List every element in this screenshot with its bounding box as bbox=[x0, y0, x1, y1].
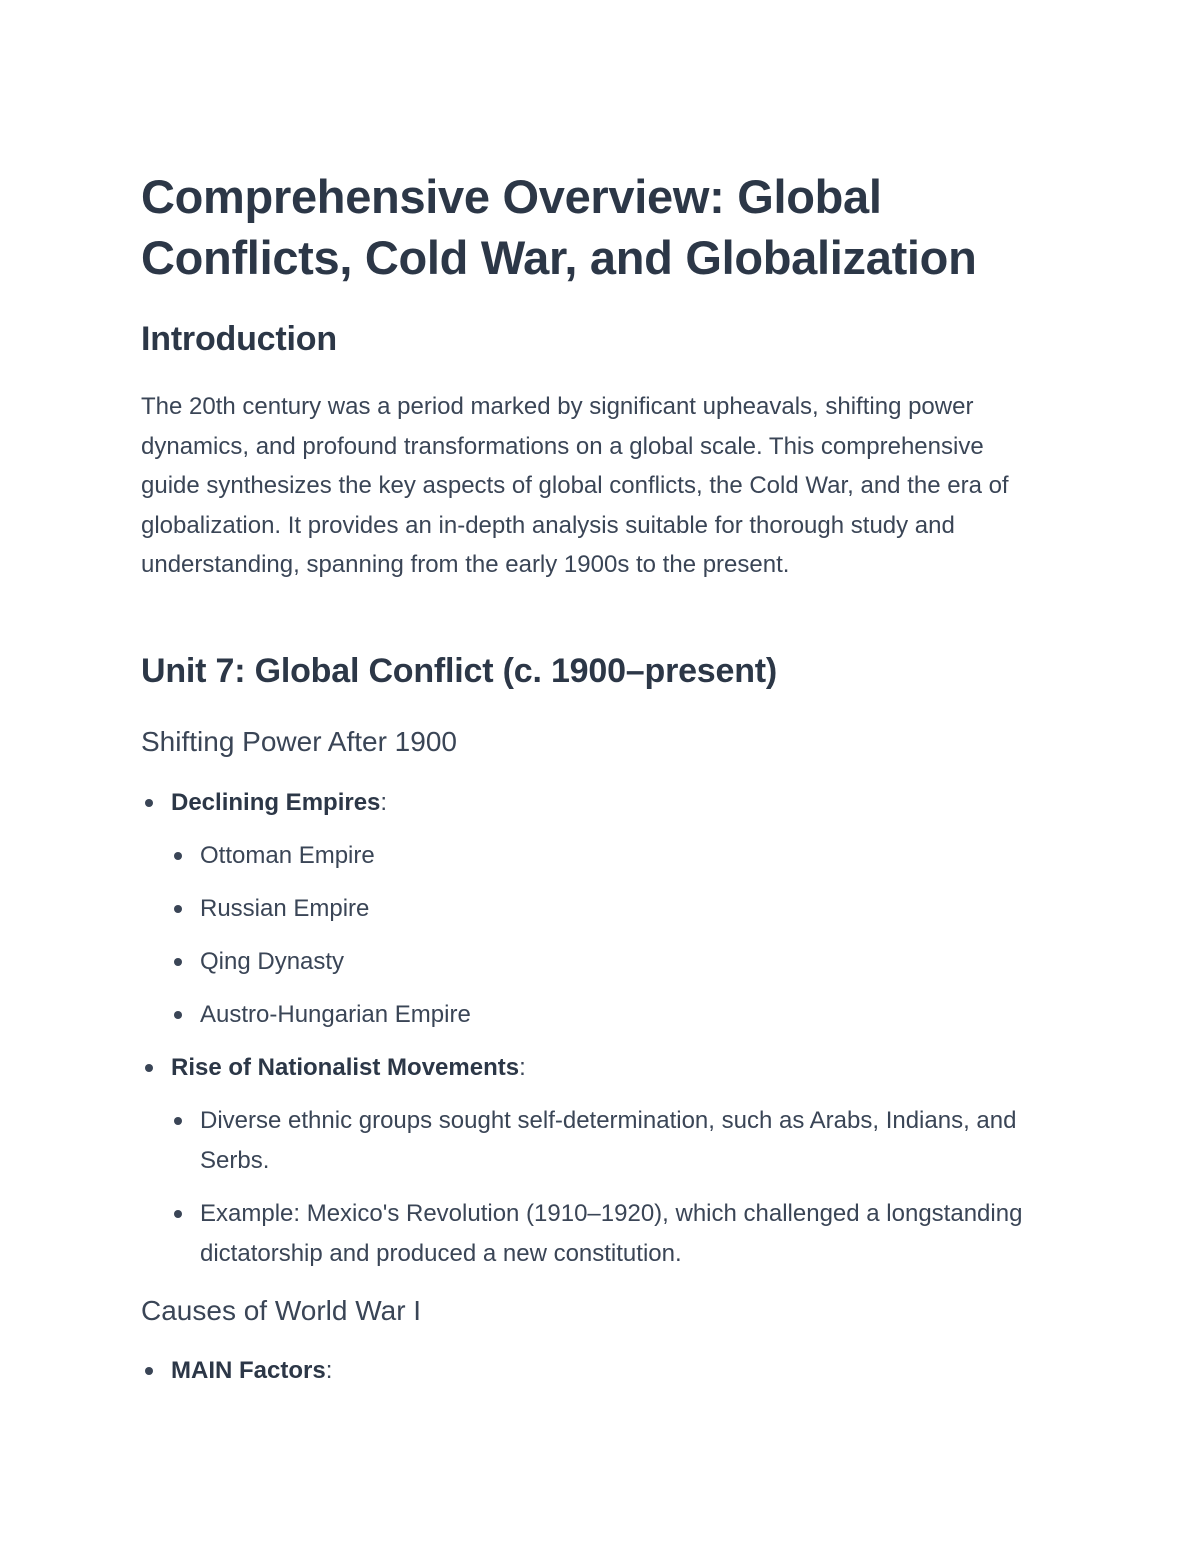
list-item-label: Rise of Nationalist Movements bbox=[171, 1054, 520, 1081]
list-item bbox=[200, 836, 1040, 876]
list-item-declining-empires bbox=[171, 783, 1031, 823]
bullet-icon bbox=[145, 1064, 153, 1072]
list-item bbox=[200, 889, 1040, 929]
list-item-colon: : bbox=[325, 1357, 333, 1384]
causes-ww1-heading: Causes of World War I bbox=[141, 1295, 422, 1326]
list-item-text: Ottoman Empire bbox=[200, 842, 375, 869]
introduction-heading: Introduction bbox=[141, 320, 337, 358]
list-item-colon: : bbox=[519, 1054, 526, 1081]
list-item-text: Russian Empire bbox=[200, 895, 370, 922]
bullet-icon bbox=[174, 1210, 182, 1218]
list-item bbox=[200, 1194, 1040, 1274]
bullet-icon bbox=[174, 958, 182, 966]
list-item-main-factors bbox=[171, 1351, 1031, 1391]
list-item-label: Declining Empires bbox=[171, 789, 381, 816]
list-item bbox=[200, 1101, 1040, 1181]
list-item bbox=[200, 995, 1040, 1035]
bullet-icon bbox=[174, 905, 182, 913]
introduction-paragraph: The 20th century was a period marked by significant upheavals, shifting power dynamics, and profound transformations on a global scale. This comprehensive guide synthesizes the key aspects of global conflicts, the Cold War, and the era of globalization. It provides an in-depth analysis suitable for thorough study and understanding, spanning from the early 1900s to the present. bbox=[141, 393, 1009, 579]
list-item-text: Qing Dynasty bbox=[200, 948, 345, 975]
list-item bbox=[200, 942, 1040, 982]
bullet-icon bbox=[145, 799, 153, 807]
unit-7-heading: Unit 7: Global Conflict (c. 1900–present) bbox=[141, 652, 778, 690]
document-title: Comprehensive Overview: Global Conflicts, Cold War, and Globalization bbox=[141, 170, 977, 284]
list-item-nationalist-movements bbox=[171, 1048, 1031, 1088]
list-item-text: Austro-Hungarian Empire bbox=[200, 1001, 471, 1028]
list-item-text: Diverse ethnic groups sought self-determination, such as Arabs, Indians, and Serbs. bbox=[200, 1107, 1017, 1174]
list-item-text: Example: Mexico's Revolution (1910–1920), which challenged a longstanding dictatorship and produced a new constitution. bbox=[200, 1200, 1023, 1267]
list-item-label: MAIN Factors bbox=[171, 1357, 326, 1384]
bullet-icon bbox=[174, 1117, 182, 1125]
bullet-icon bbox=[145, 1367, 153, 1375]
bullet-icon bbox=[174, 852, 182, 860]
bullet-icon bbox=[174, 1011, 182, 1019]
list-item-colon: : bbox=[380, 789, 388, 816]
shifting-power-heading: Shifting Power After 1900 bbox=[141, 726, 457, 757]
